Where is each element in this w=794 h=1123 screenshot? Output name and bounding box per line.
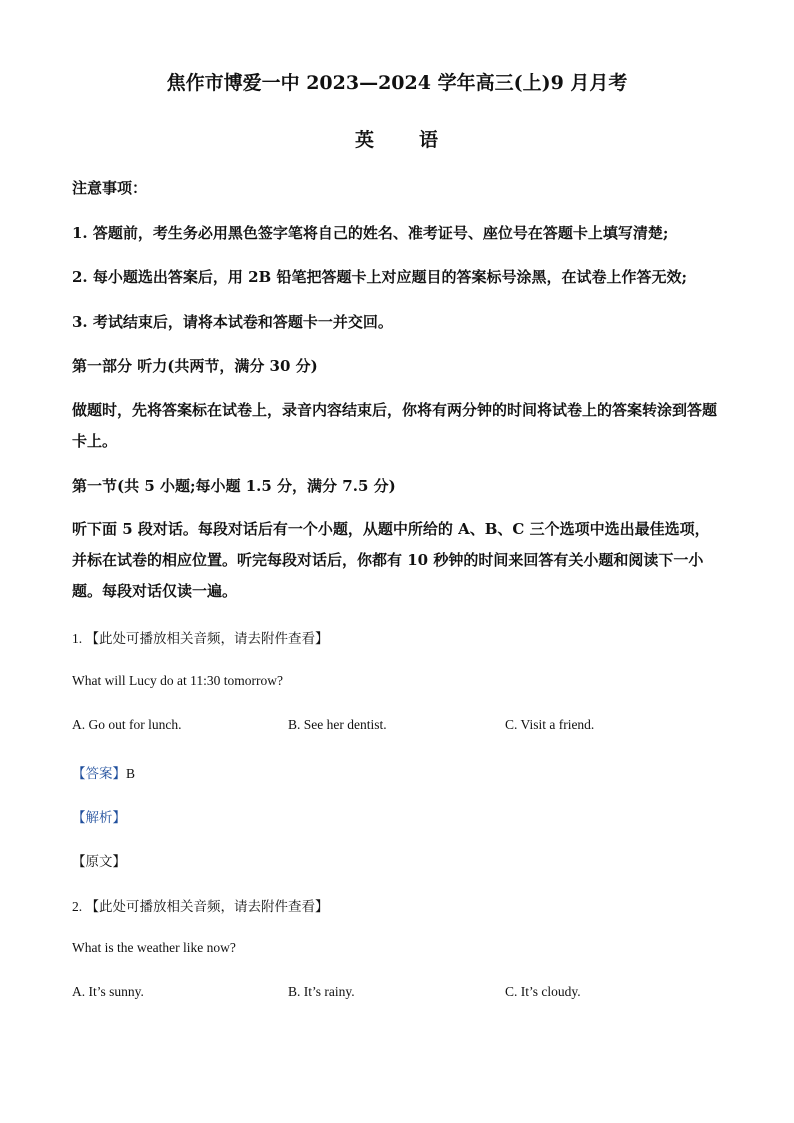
- question-2-stem: What is the weather like now?: [72, 940, 236, 955]
- question-1-answer: [72, 762, 135, 782]
- question-1-analysis-label: 【解析】: [72, 810, 126, 825]
- answer-label: 【答案】: [72, 766, 126, 781]
- subject-char-1: 英: [354, 129, 375, 151]
- notes-heading: 注意事项：: [72, 179, 148, 197]
- note-item-2: 2. 每小题选出答案后，用 2B 铅笔把答题卡上对应题目的答案标号涂黑，在试卷上作答无效;: [72, 268, 687, 286]
- question-2-option-b: B. It’s rainy.: [288, 984, 355, 999]
- section1-heading: 第一节(共 5 小题;每小题 1.5 分，满分 7.5 分): [72, 477, 396, 495]
- section1-instruction: 听下面 5 段对话。每段对话后有一个小题，从题中所给的 A、B、C 三个选项中选出最佳选项，并标在试卷的相应位置。听完每段对话后，你都有 10 秒钟的时间来回答有关小题和阅读下一小题。每段对话仅读一遍。: [72, 520, 710, 600]
- question-1-audio-note[interactable]: 【此处可播放相关音频，请去附件查看】: [85, 631, 329, 646]
- note-item-1: 1. 答题前，考生务必用黑色签字笔将自己的姓名、准考证号、座位号在答题卡上填写清楚;: [72, 224, 669, 242]
- question-1-option-b: B. See her dentist.: [288, 717, 387, 732]
- subject-char-2: 语: [419, 129, 440, 151]
- question-2-option-c: C. It’s cloudy.: [505, 984, 581, 999]
- part1-instruction: 做题时，先将答案标在试卷上，录音内容结束后，你将有两分钟的时间将试卷上的答案转涂到答题卡上。: [72, 401, 718, 450]
- question-2-audio-note[interactable]: 【此处可播放相关音频，请去附件查看】: [85, 899, 329, 914]
- note-item-3: 3. 考试结束后，请将本试卷和答题卡一并交回。: [72, 313, 393, 331]
- question-1-number: 1.: [72, 631, 83, 646]
- question-2-number: 2.: [72, 899, 83, 914]
- question-1-option-a: A. Go out for lunch.: [72, 717, 182, 732]
- question-2-header: [72, 895, 329, 915]
- answer-value: B: [126, 766, 136, 781]
- exam-title: 焦作市博爱一中 2023—2024 学年高三(上)9 月月考: [166, 72, 628, 94]
- part1-heading: 第一部分 听力(共两节，满分 30 分): [72, 357, 318, 375]
- subject-title: [0, 125, 794, 152]
- question-1-header: [72, 627, 329, 647]
- question-2-option-a: A. It’s sunny.: [72, 984, 144, 999]
- question-1-stem: What will Lucy do at 11:30 tomorrow?: [72, 673, 283, 688]
- question-1-original-label: 【原文】: [72, 854, 126, 869]
- question-1-option-c: C. Visit a friend.: [505, 717, 595, 732]
